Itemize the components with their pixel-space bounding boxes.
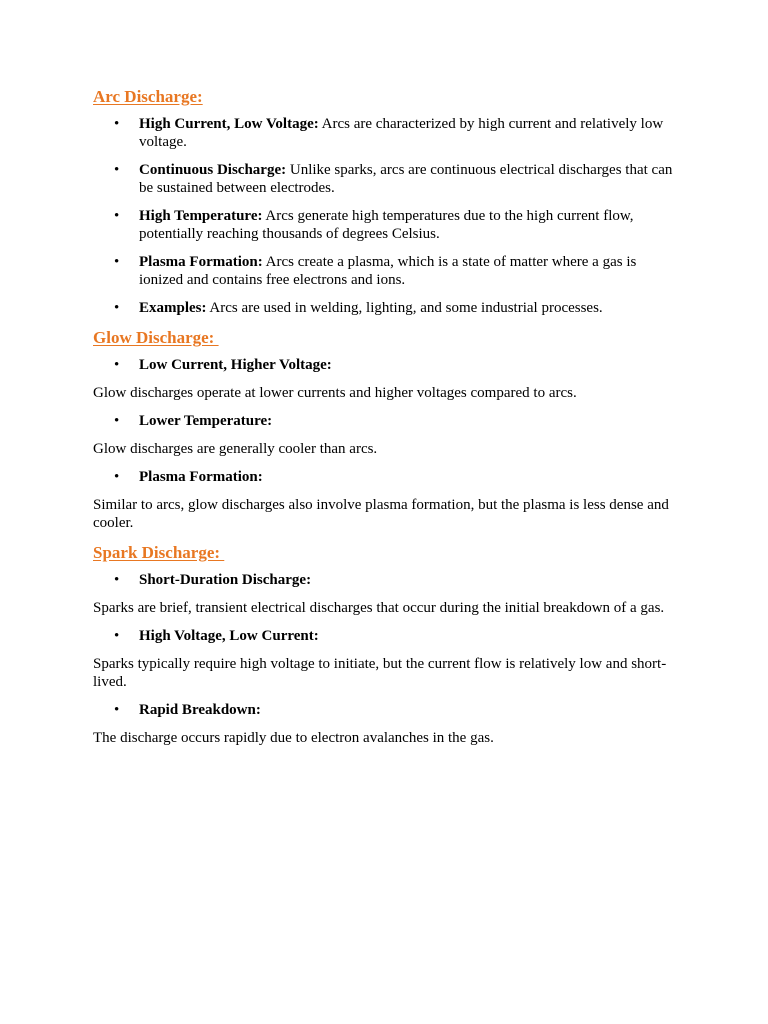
list-item xyxy=(93,571,673,589)
list-item xyxy=(93,468,673,486)
list-item xyxy=(93,412,673,430)
list-item-text: Arcs are used in welding, lighting, and some industrial processes. xyxy=(206,300,603,316)
document-page xyxy=(93,86,673,757)
bullet-icon: • xyxy=(114,162,120,178)
spark-bullet-list-3 xyxy=(93,701,673,719)
bullet-icon: • xyxy=(114,702,120,718)
paragraph: The discharge occurs rapidly due to electron avalanches in the gas. xyxy=(93,730,494,746)
list-item-term: Plasma Formation: xyxy=(139,254,263,270)
list-item xyxy=(93,253,673,289)
bullet-icon: • xyxy=(114,254,120,270)
list-item-term: Rapid Breakdown: xyxy=(139,702,261,718)
list-item-term: High Current, Low Voltage: xyxy=(139,116,319,132)
list-item xyxy=(93,161,673,197)
bullet-icon: • xyxy=(114,469,120,485)
bullet-icon: • xyxy=(114,413,120,429)
list-item xyxy=(93,356,673,374)
bullet-icon: • xyxy=(114,208,120,224)
spark-bullet-list-1 xyxy=(93,571,673,589)
spark-section xyxy=(93,542,673,747)
bullet-icon: • xyxy=(114,116,120,132)
glow-bullet-list-1 xyxy=(93,356,673,374)
paragraph: Similar to arcs, glow discharges also involve plasma formation, but the plasma is less dense and cooler. xyxy=(93,497,669,531)
list-item-term: High Temperature: xyxy=(139,208,263,224)
arc-section xyxy=(93,86,673,317)
list-item-text: Arcs generate high temperatures due to the high current flow, potentially reaching thousands of degrees Celsius. xyxy=(139,208,634,242)
list-item xyxy=(93,627,673,645)
list-item-term: Continuous Discharge: xyxy=(139,162,287,178)
list-item xyxy=(93,115,673,151)
bullet-icon: • xyxy=(114,357,120,373)
spark-bullet-list-2 xyxy=(93,627,673,645)
paragraph: Glow discharges are generally cooler than arcs. xyxy=(93,441,378,457)
list-item-term: Lower Temperature: xyxy=(139,413,273,429)
list-item-term: Plasma Formation: xyxy=(139,469,263,485)
glow-bullet-list-2 xyxy=(93,412,673,430)
list-item xyxy=(93,701,673,719)
list-item-term: Short-Duration Discharge: xyxy=(139,572,312,588)
bullet-icon: • xyxy=(114,300,120,316)
arc-heading: Arc Discharge: xyxy=(93,87,203,106)
list-item-text: Unlike sparks, arcs are continuous electrical discharges that can be sustained between electrodes. xyxy=(139,162,673,196)
arc-bullet-list xyxy=(93,115,673,317)
list-item xyxy=(93,207,673,243)
glow-bullet-list-3 xyxy=(93,468,673,486)
list-item-term: Examples: xyxy=(139,300,207,316)
paragraph: Glow discharges operate at lower currents and higher voltages compared to arcs. xyxy=(93,385,577,401)
bullet-icon: • xyxy=(114,628,120,644)
list-item-term: High Voltage, Low Current: xyxy=(139,628,319,644)
paragraph: Sparks are brief, transient electrical discharges that occur during the initial breakdown of a gas. xyxy=(93,600,665,616)
glow-heading: Glow Discharge: xyxy=(93,328,219,347)
bullet-icon: • xyxy=(114,572,120,588)
paragraph: Sparks typically require high voltage to initiate, but the current flow is relatively low and short-lived. xyxy=(93,656,667,690)
glow-section xyxy=(93,327,673,532)
list-item xyxy=(93,299,673,317)
list-item-text: Arcs create a plasma, which is a state of matter where a gas is ionized and contains free electrons and ions. xyxy=(139,254,637,288)
list-item-term: Low Current, Higher Voltage: xyxy=(139,357,332,373)
list-item-text: Arcs are characterized by high current and relatively low voltage. xyxy=(139,116,664,150)
spark-heading: Spark Discharge: xyxy=(93,543,225,562)
